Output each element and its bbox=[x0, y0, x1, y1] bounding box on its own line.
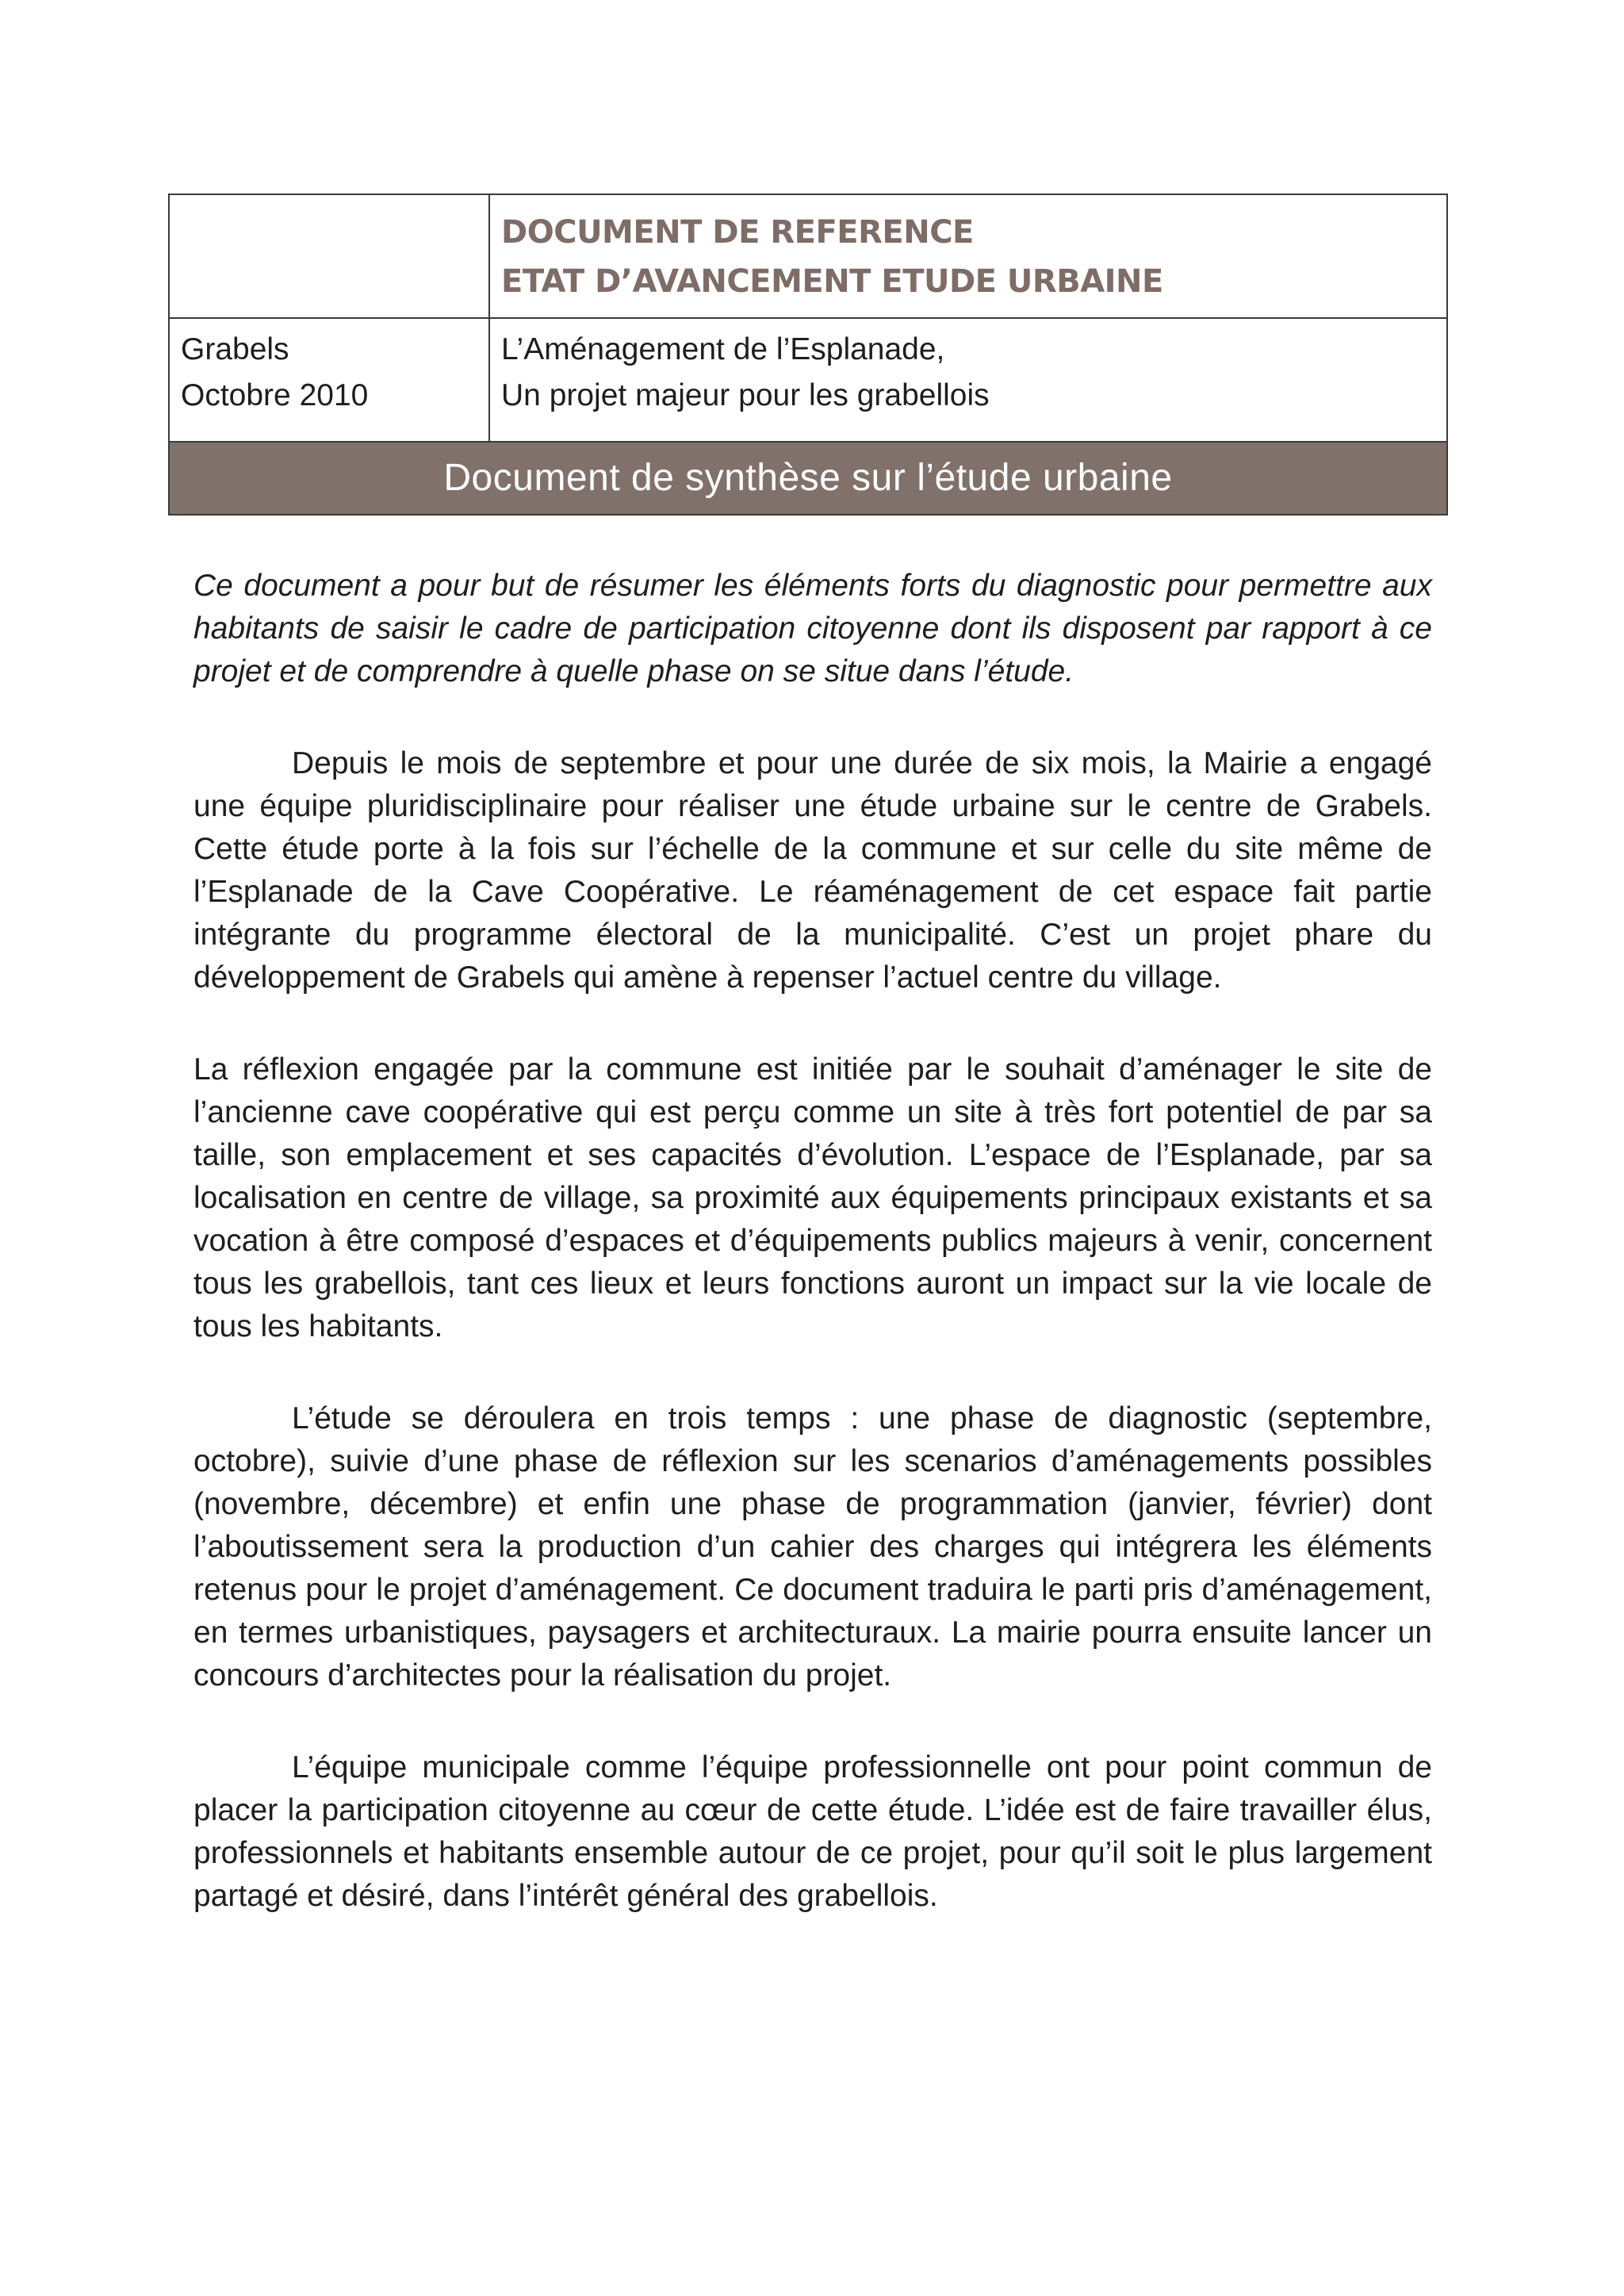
location-text: Grabels bbox=[181, 332, 289, 366]
document-title-line1: DOCUMENT DE REFERENCE bbox=[501, 214, 974, 251]
body-paragraph-3: L’étude se déroulera en trois temps : une phase de diagnostic (septembre, octobre), suivie d’une phase de réflexion sur les scenarios d’aménagements possibles (novembre, décembre) et enfin une phase de programmation (janvier, février) dont l’aboutissement sera la production d’un cahier des charges qui intégrera les éléments retenus pour le projet d’aménagement. Ce document traduira le parti pris d’aménagement, en termes urbanistiques, paysagers et architecturaux. La mairie pourra ensuite lancer un concours d’architectes pour la réalisation du projet. bbox=[193, 1401, 1432, 1692]
header-location-cell bbox=[169, 318, 489, 442]
header-table bbox=[168, 194, 1448, 516]
body-paragraph-4: L’équipe municipale comme l’équipe professionnelle ont pour point commun de placer la participation citoyenne au cœur de cette étude. L’idée est de faire travailler élus, professionnels et habitants ensemble autour de ce projet, pour qu’il soit le plus largement partagé et désiré, dans l’intérêt général des grabellois. bbox=[193, 1750, 1432, 1913]
body-paragraph-2: La réflexion engagée par la commune est initiée par le souhait d’aménager le site de l’ancienne cave coopérative qui est perçu comme un site à très fort potentiel de par sa taille, son emplacement et ses capacités d’évolution. L’espace de l’Esplanade, par sa localisation en centre de village, sa proximité aux équipements principaux existants et sa vocation à être composé d’espaces et d’équipements publics majeurs à venir, concernent tous les grabellois, tant ces lieux et leurs fonctions auront un impact sur la vie locale de tous les habitants. bbox=[193, 1052, 1432, 1343]
body-paragraph-1: Depuis le mois de septembre et pour une durée de six mois, la Mairie a engagé une équipe pluridisciplinaire pour réaliser une étude urbaine sur le centre de Grabels. Cette étude porte à la fois sur l’échelle de la commune et sur celle du site même de l’Esplanade de la Cave Coopérative. Le réaménagement de cet espace fait partie intégrante du programme électoral de la municipalité. C’est un projet phare du développement de Grabels qui amène à repenser l’actuel centre du village. bbox=[193, 746, 1432, 995]
date-text: Octobre 2010 bbox=[181, 378, 369, 412]
intro-paragraph: Ce document a pour but de résumer les éléments forts du diagnostic pour permettre aux habitants de saisir le cadre de participation citoyenne dont ils disposent par rapport à ce projet et de comprendre à quelle phase on se situe dans l’étude. bbox=[193, 569, 1432, 688]
document-title-line2: ETAT D’AVANCEMENT ETUDE URBAINE bbox=[501, 263, 1163, 300]
subject-line1: L’Aménagement de l’Esplanade, bbox=[501, 332, 945, 366]
subject-line2: Un projet majeur pour les grabellois bbox=[501, 378, 990, 412]
synthesis-banner: Document de synthèse sur l’étude urbaine bbox=[169, 442, 1447, 515]
document-body bbox=[193, 565, 1432, 1918]
header-subject-cell bbox=[489, 318, 1447, 442]
header-empty-cell bbox=[169, 194, 489, 318]
header-title-cell bbox=[489, 194, 1447, 318]
